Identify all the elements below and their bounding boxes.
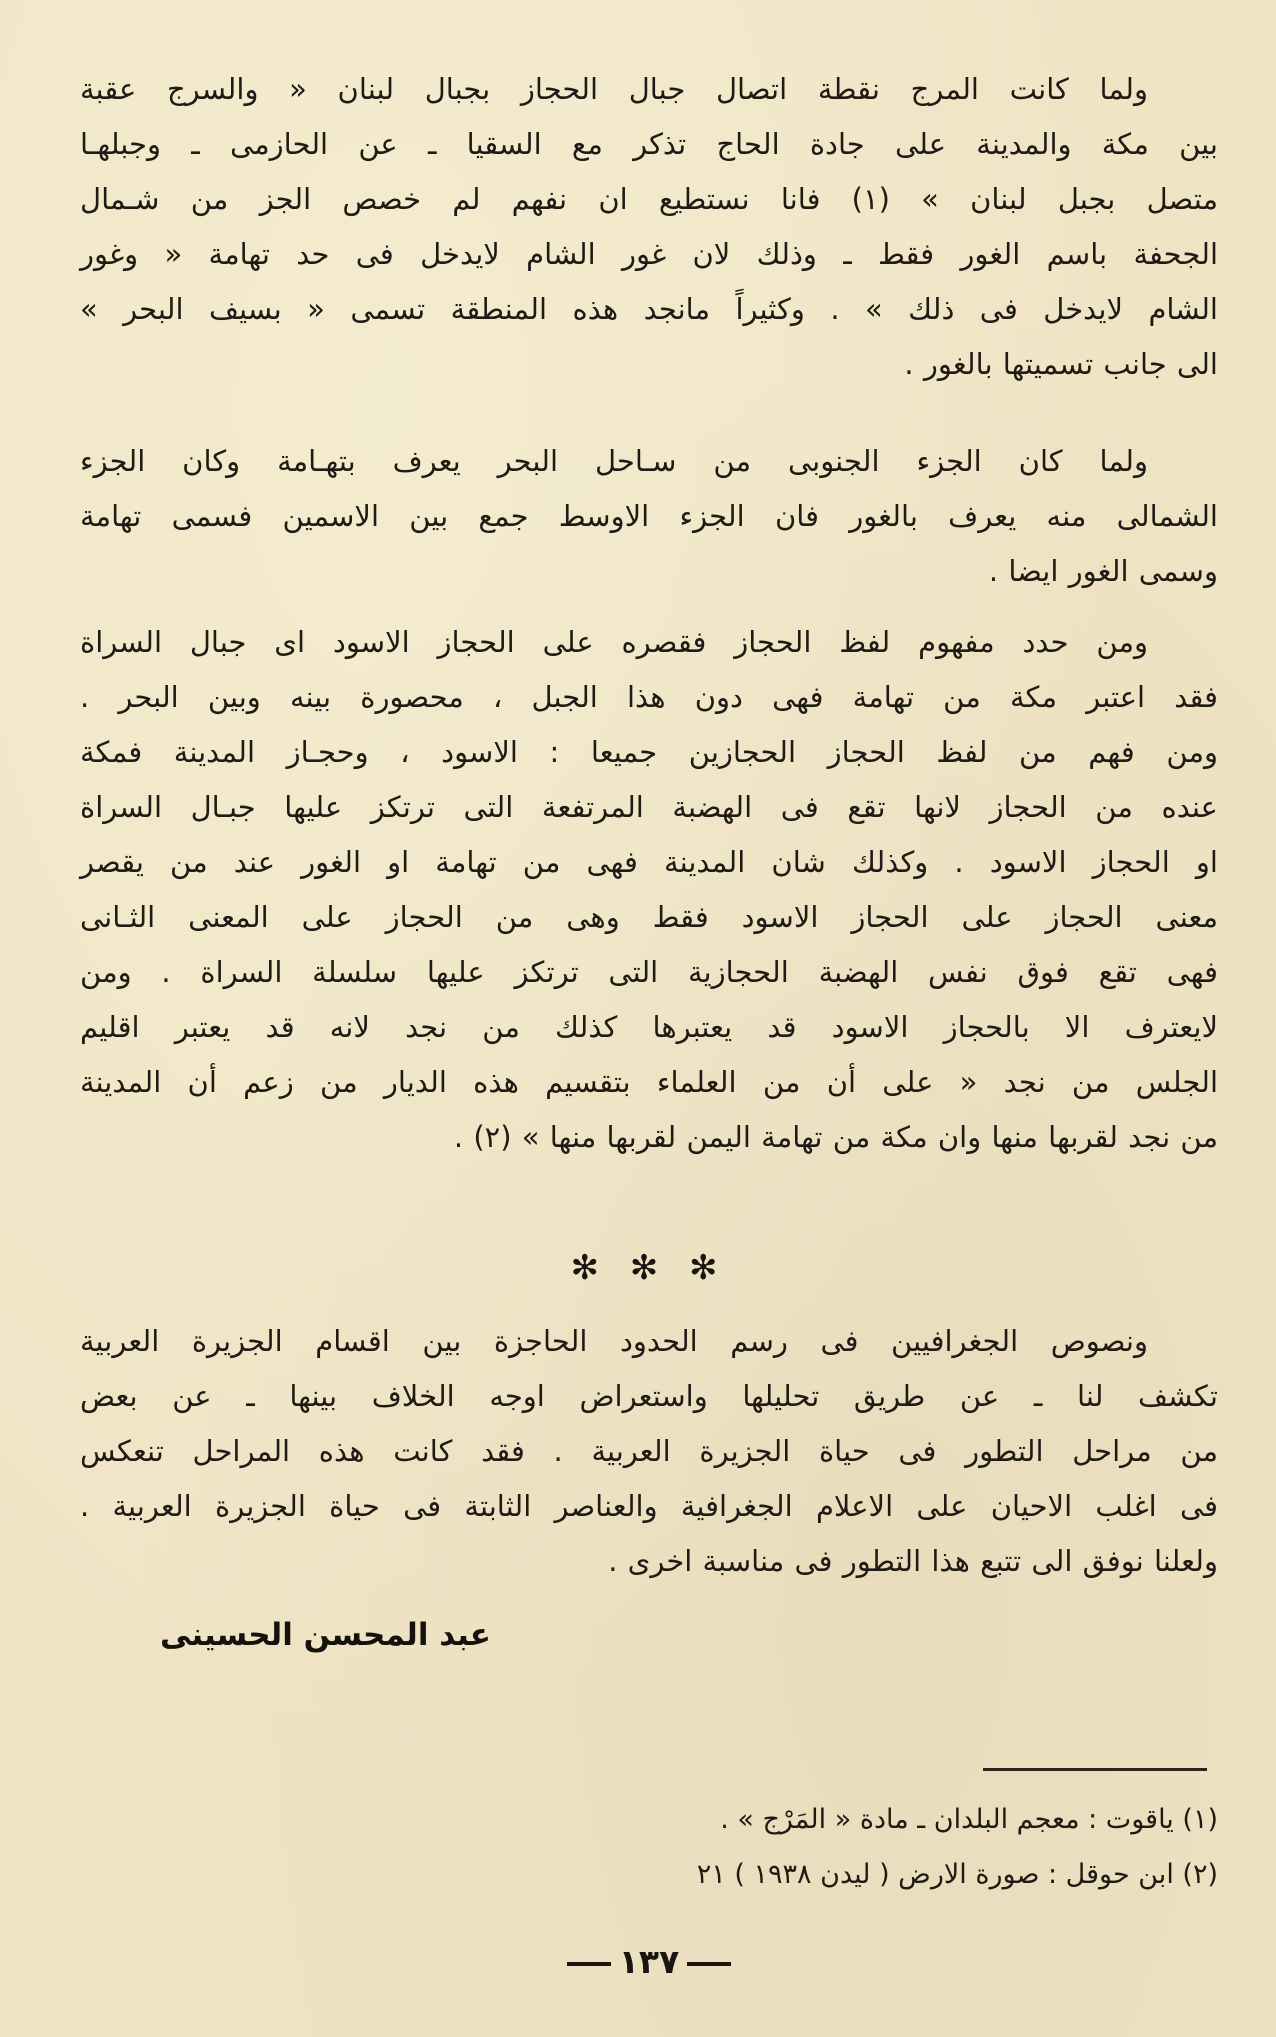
text-line: الى جانب تسميتها بالغور .	[904, 347, 1218, 381]
text-line: الشمالى منه يعرف بالغور فان الجزء الاوسط جمع بين الاسمين فسمى تهامة	[80, 499, 1218, 533]
text-line: ومن حدد مفهوم لفظ الحجاز فقصره على الحجاز الاسود اى جبال السراة	[80, 625, 1148, 659]
text-line: ولعلنا نوفق الى تتبع هذا التطور فى مناسبة اخرى .	[608, 1544, 1218, 1578]
text-line: من نجد لقربها منها وان مكة من تهامة اليمن لقربها منها » (٢) .	[453, 1120, 1218, 1154]
text-line: الجلس من نجد « على أن من العلماء بتقسيم هذه الديار من زعم أن المدينة	[80, 1065, 1218, 1099]
text-line: من مراحل التطور فى حياة الجزيرة العربية . فقد كانت هذه المراحل تنعكس	[80, 1434, 1218, 1468]
paragraph-3	[80, 615, 1218, 1165]
text-line: ونصوص الجغرافيين فى رسم الحدود الحاجزة بين اقسام الجزيرة العربية	[80, 1324, 1148, 1358]
text-line: ولما كان الجزء الجنوبى من سـاحل البحر يعرف بتهـامة وكان الجزء	[80, 444, 1148, 478]
text-line: بين مكة والمدينة على جادة الحاج تذكر مع السقيا ـ عن الحازمى ـ وجبلهـا	[80, 127, 1218, 161]
text-line: فهى تقع فوق نفس الهضبة الحجازية التى ترتكز عليها سلسلة السراة . ومن	[80, 955, 1218, 989]
text-line: فقد اعتبر مكة من تهامة فهى دون هذا الجبل ، محصورة بينه وبين البحر .	[80, 680, 1218, 714]
text-line: ولما كانت المرج نقطة اتصال جبال الحجاز بجبال لبنان « والسرج عقبة	[80, 72, 1148, 106]
text-line: تكشف لنا ـ عن طريق تحليلها واستعراض اوجه الخلاف بينها ـ عن بعض	[80, 1379, 1218, 1413]
author-signature: عبد المحسن الحسينى	[160, 1617, 491, 1653]
section-break-asterisks: ✻ ✻ ✻	[570, 1248, 728, 1288]
page-number-value: ١٣٧	[618, 1942, 680, 1981]
text-line: او الحجاز الاسود . وكذلك شان المدينة فهى من تهامة او الغور عند من يقصر	[80, 845, 1218, 879]
text-line: فى اغلب الاحيان على الاعلام الجغرافية والعناصر الثابتة فى حياة الجزيرة العربية .	[80, 1489, 1218, 1523]
text-line: الجحفة باسم الغور فقط ـ وذلك لان غور الشام لايدخل فى حد تهامة « وغور	[80, 237, 1218, 271]
footnote-2: (٢) ابن حوقل : صورة الارض ( ليدن ١٩٣٨ ) ٢١	[696, 1859, 1218, 1890]
text-line: لايعترف الا بالحجاز الاسود قد يعتبرها كذلك من نجد لانه قد يعتبر اقليم	[80, 1010, 1218, 1044]
paragraph-1	[80, 62, 1218, 392]
text-line: متصل بجبل لبنان » (١) فانا نستطيع ان نفهم لم خصص الجز من شـمال	[80, 182, 1218, 216]
text-line: معنى الحجاز على الحجاز الاسود فقط وهى من الحجاز على المعنى الثـانى	[80, 900, 1218, 934]
paragraph-2	[80, 434, 1218, 599]
dash-right	[687, 1962, 731, 1966]
paragraph-4	[80, 1314, 1218, 1589]
footnote-separator	[983, 1768, 1207, 1771]
page-number	[80, 1942, 1218, 1981]
text-line: وسمى الغور ايضا .	[988, 554, 1218, 588]
text-line: الشام لايدخل فى ذلك » . وكثيراً مانجد هذه المنطقة تسمى « بسيف البحر »	[80, 292, 1218, 326]
text-line: عنده من الحجاز لانها تقع فى الهضبة المرتفعة التى ترتكز عليها جبـال السراة	[80, 790, 1218, 824]
footnotes	[300, 1792, 1218, 1902]
footnote-1: (١) ياقوت : معجم البلدان ـ مادة « المَرْج » .	[720, 1804, 1218, 1835]
dash-left	[567, 1962, 611, 1966]
text-line: ومن فهم من لفظ الحجاز الحجازين جميعا : الاسود ، وحجـاز المدينة فمكة	[80, 735, 1218, 769]
